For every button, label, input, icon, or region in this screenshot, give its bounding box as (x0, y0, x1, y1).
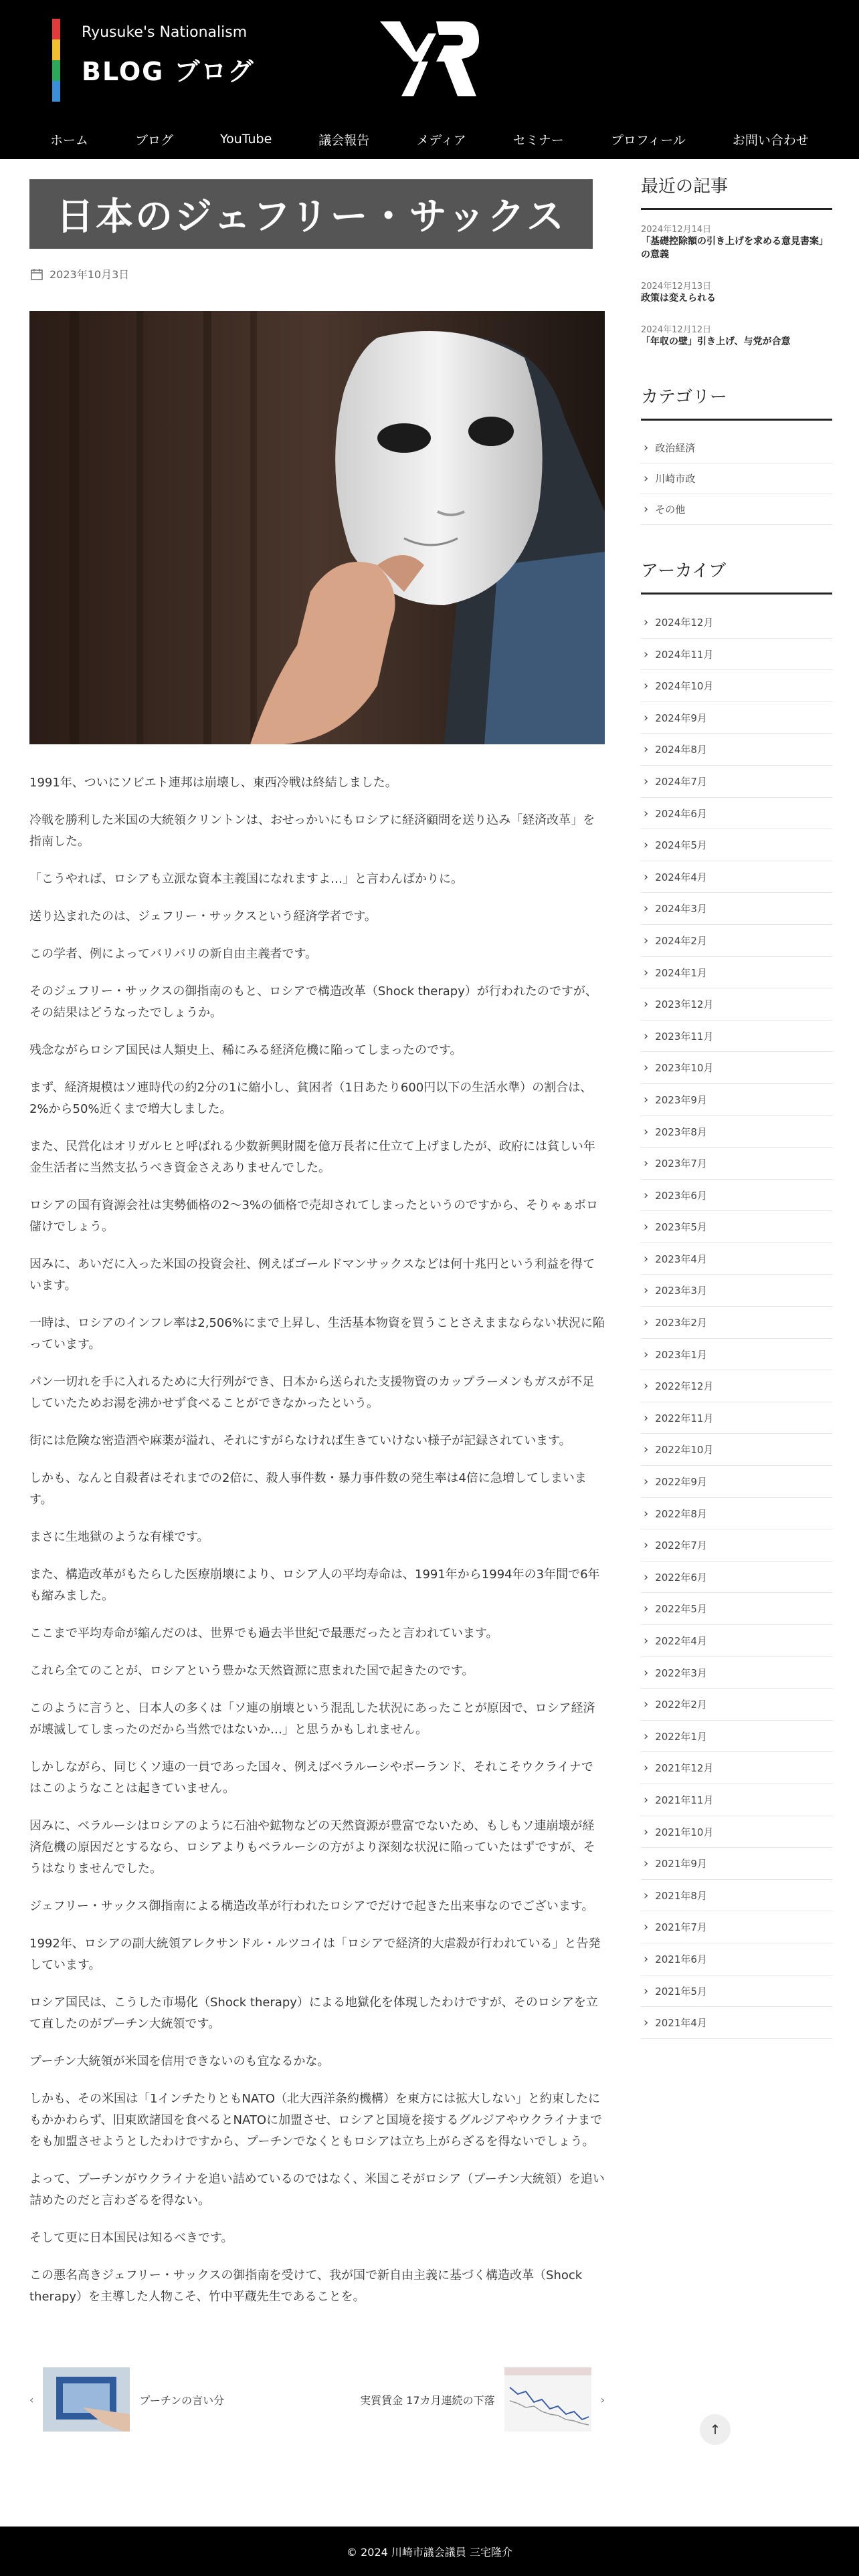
brand-bar-red (52, 19, 60, 39)
post-paragraph: この学者、例によってバリバリの新自由主義者です。 (29, 947, 318, 961)
archive-item[interactable]: › 2024年8月 (641, 734, 832, 766)
nav-home[interactable]: ホーム (50, 132, 89, 148)
archive-item[interactable]: › 2024年5月 (641, 829, 832, 861)
prev-post-thumbnail (43, 2367, 130, 2432)
archive-item[interactable]: › 2024年1月 (641, 957, 832, 989)
post-paragraph: 送り込まれたのは、ジェフリー・サックスという経済学者です。 (29, 909, 377, 924)
post-paragraph: 残念ながらロシア国民は人類史上、稀にみる経済危機に陥ってしまったのです。 (29, 1043, 462, 1057)
post-paragraph: これら全てのことが、ロシアという豊かな天然資源に恵まれた国で起きたのです。 (29, 1664, 474, 1678)
archive-item[interactable]: › 2023年8月 (641, 1116, 832, 1148)
post-paragraph: 因みに、あいだに入った米国の投資会社、例えばゴールドマンサックスなどは何十兆円という利益を得ています。 (29, 1257, 595, 1293)
archive-item[interactable]: › 2023年6月 (641, 1180, 832, 1212)
nav-seminar[interactable]: セミナー (512, 132, 564, 148)
archive-item[interactable]: › 2022年7月 (641, 1529, 832, 1562)
archive-item[interactable]: › 2024年9月 (641, 702, 832, 734)
post-paragraph: ロシアの国有資源会社は実勢価格の2〜3%の価格で売却されてしまったというのですから、そりゃぁボロ儲けでしょう。 (29, 1198, 599, 1234)
recent-posts-heading: 最近の記事 (641, 173, 832, 210)
brand-bar-blue (52, 81, 60, 102)
post-paragraph: 1992年、ロシアの副大統領アレクサンドル・ルツコイは「ロシアで経済的大虐殺が行われている」と告発しています。 (29, 1937, 601, 1972)
post-paragraph: しかも、その米国は「1インチたりともNATO（北大西洋条約機構）を東方には拡大しない」と約束したにもかかわらず、旧東欧諸国を食べるとNATOに加盟させ、ロシアと国境を接するグルジアやウクライナまでをも加盟させようとしたわけですから、プーチンでなくともロシアは立ち上がらざるを得ないでしょう。 (29, 2092, 603, 2149)
category-item[interactable]: › 政治経済 (641, 433, 832, 463)
archive-item[interactable]: › 2024年7月 (641, 766, 832, 798)
recent-post-date: 2024年12月13日 (641, 282, 712, 292)
archive-item[interactable]: › 2021年4月 (641, 2007, 832, 2039)
post-paragraph: しかも、なんと自殺者はそれまでの2倍に、殺人事件数・暴力事件数の発生率は4倍に急増してしまいます。 (29, 1471, 587, 1507)
recent-post-title[interactable]: 政策は変えられる (641, 293, 716, 304)
post-paragraph: 冷戦を勝利した米国の大統領クリントンは、おせっかいにもロシアに経済顧問を送り込み「経済改革」を指南した。 (29, 813, 595, 849)
archive-item[interactable]: › 2021年11月 (641, 1784, 832, 1816)
archive-item[interactable]: › 2023年11月 (641, 1021, 832, 1053)
archive-item[interactable]: › 2022年10月 (641, 1434, 832, 1466)
archive-item[interactable]: › 2022年6月 (641, 1562, 832, 1594)
chevron-right-icon: › (600, 2393, 605, 2406)
category-item[interactable]: › その他 (641, 494, 832, 525)
brand-bar-yellow (52, 39, 60, 60)
archive-item[interactable]: › 2023年9月 (641, 1084, 832, 1116)
site-logo[interactable] (375, 17, 482, 100)
post-paragraph: パン一切れを手に入れるために大行列ができ、日本から送られた支援物資のカップラーメンもガスが不足していたためお湯を沸かせず食べることができなかったという。 (29, 1375, 595, 1410)
recent-posts-list (641, 222, 832, 348)
archive-item[interactable]: › 2021年10月 (641, 1816, 832, 1848)
brand-bar-green (52, 60, 60, 81)
chevron-left-icon: ‹ (29, 2393, 34, 2406)
archive-item[interactable]: › 2022年2月 (641, 1689, 832, 1721)
post-paragraph: ジェフリー・サックス御指南による構造改革が行われたロシアでだけで起きた出来事なのでございます。 (29, 1899, 594, 1913)
category-list (641, 433, 832, 525)
post-navigation (29, 2367, 605, 2434)
archive-item[interactable]: › 2022年12月 (641, 1370, 832, 1402)
post-paragraph: プーチン大統領が米国を信用できないのも宜なるかな。 (29, 2054, 330, 2068)
post-date-row (29, 266, 605, 282)
archive-item[interactable]: › 2022年3月 (641, 1657, 832, 1689)
archive-item[interactable]: › 2023年12月 (641, 988, 832, 1021)
recent-post-item[interactable] (641, 279, 832, 305)
post-paragraph: まず、経済規模はソ連時代の約2分の1に縮小し、貧困者（1日あたり600円以下の生活水準）の割合は、2%から50%近くまで増大しました。 (29, 1081, 593, 1116)
archive-item[interactable]: › 2023年4月 (641, 1243, 832, 1275)
post-title-box (29, 179, 593, 249)
archive-item[interactable]: › 2023年3月 (641, 1275, 832, 1307)
nav-profile[interactable]: プロフィール (610, 132, 686, 148)
nav-council-report[interactable]: 議会報告 (318, 132, 370, 148)
archive-item[interactable]: › 2022年4月 (641, 1625, 832, 1657)
arrow-up-icon: ↑ (709, 2422, 721, 2438)
archive-item[interactable]: › 2023年1月 (641, 1339, 832, 1371)
archive-item[interactable]: › 2024年11月 (641, 639, 832, 671)
post-paragraph: このように言うと、日本人の多くは「ソ連の崩壊という混乱した状況にあったことが原因で、ロシア経済が壊滅してしまったのだから当然ではないか…」と思うかもしれません。 (29, 1701, 595, 1737)
archive-item[interactable]: › 2024年12月 (641, 607, 832, 639)
archive-item[interactable]: › 2022年1月 (641, 1721, 832, 1753)
next-post-link[interactable] (360, 2367, 605, 2432)
archive-item[interactable]: › 2024年6月 (641, 798, 832, 830)
archive-item[interactable]: › 2024年4月 (641, 861, 832, 893)
recent-post-date: 2024年12月14日 (641, 225, 712, 235)
post-paragraph: ロシア国民は、こうした市場化（Shock therapy）による地獄化を体現したわけですが、そのロシアを立て直したのがプーチン大統領です。 (29, 1996, 598, 2031)
archive-item[interactable]: › 2022年9月 (641, 1466, 832, 1498)
archive-item[interactable]: › 2021年5月 (641, 1975, 832, 2008)
calendar-icon (29, 267, 44, 282)
category-heading: カテゴリー (641, 383, 832, 421)
site-footer (0, 2527, 859, 2576)
post-paragraph: また、構造改革がもたらした医療崩壊により、ロシア人の平均寿命は、1991年から1994年の3年間で6年も縮みました。 (29, 1568, 600, 1603)
archive-item[interactable]: › 2023年10月 (641, 1052, 832, 1084)
post-paragraph: そして更に日本国民は知るべきです。 (29, 2231, 233, 2245)
post-paragraph: 因みに、ベラルーシはロシアのように石油や鉱物などの天然資源が豊富でないため、もしもソ連崩壊が経済危機の原因だとするなら、ロシアよりもベラルーシの方がより深刻な状況に陥っていたはずですが、そうはなりませんでした。 (29, 1819, 595, 1876)
next-post-thumbnail (504, 2367, 591, 2432)
post-paragraph: 1991年、ついにソビエト連邦は崩壊し、東西冷戦は終結しました。 (29, 776, 397, 790)
archive-heading: アーカイブ (641, 557, 832, 595)
nav-youtube[interactable]: YouTube (220, 132, 272, 146)
post-paragraph: そのジェフリー・サックスの御指南のもと、ロシアで構造改革（Shock therapy）が行われたのですが、その結果はどうなったでしょうか。 (29, 984, 597, 1020)
post-paragraph: ここまで平均寿命が縮んだのは、世界でも過去半世紀で最悪だったと言われています。 (29, 1626, 498, 1640)
post-title: 日本のジェフリー・サックス (56, 195, 566, 239)
prev-post-link[interactable] (29, 2367, 224, 2432)
hero-image-mask (29, 311, 605, 744)
post-paragraph: 一時は、ロシアのインフレ率は2,506%にまで上昇し、生活基本物資を買うことさえままならない状況に陥っています。 (29, 1316, 605, 1352)
recent-post-item[interactable] (641, 222, 832, 261)
post-paragraph: よって、プーチンがウクライナを追い詰めているのではなく、米国こそがロシア（プーチン大統領）を追い詰めたのだと言わざるを得ない。 (29, 2172, 605, 2208)
main-nav (0, 124, 859, 154)
recent-post-title[interactable]: 「基礎控除額の引き上げを求める意見書案」の意義 (641, 236, 828, 260)
archive-item[interactable]: › 2022年5月 (641, 1593, 832, 1625)
brand-subtitle: Ryusuke's Nationalism (82, 24, 248, 41)
archive-item[interactable]: › 2024年2月 (641, 925, 832, 957)
mask-illustration (29, 311, 605, 744)
archive-item[interactable]: › 2024年3月 (641, 893, 832, 925)
prev-post-title: プーチンの言い分 (139, 2393, 225, 2407)
post-paragraph: この悪名高きジェフリー・サックスの御指南を受けて、我が国で新自由主義に基づく構造改革（Shock therapy）を主導した人物こそ、竹中平蔵先生であることを。 (29, 2268, 583, 2304)
post-paragraph: まさに生地獄のような有様です。 (29, 1530, 209, 1544)
back-to-top-button[interactable] (700, 2414, 731, 2445)
brand-title[interactable]: BLOG ブログ (82, 57, 255, 86)
sidebar (641, 173, 832, 2039)
post-paragraph: また、民営化はオリガルヒと呼ばれる少数新興財閥を億万長者に仕立て上げましたが、政府には貧しい年金生活者に当然支払うべき資金さえありませんでした。 (29, 1140, 595, 1175)
archive-item[interactable]: › 2021年6月 (641, 1943, 832, 1975)
archive-item[interactable]: › 2024年10月 (641, 670, 832, 702)
next-post-title: 実質賃金 17カ月連続の下落 (360, 2393, 495, 2407)
site-header (0, 0, 859, 159)
brand-color-bar (52, 19, 60, 102)
main-content (29, 179, 605, 2324)
archive-item[interactable]: › 2021年8月 (641, 1880, 832, 1912)
archive-item[interactable]: › 2023年7月 (641, 1148, 832, 1180)
post-date: 2023年10月3日 (50, 268, 130, 281)
recent-post-date: 2024年12月12日 (641, 325, 712, 335)
archive-item[interactable]: › 2022年11月 (641, 1402, 832, 1434)
post-paragraph: 「こうやれば、ロシアも立派な資本主義国になれますよ…」と言わんばかりに。 (29, 872, 463, 886)
recent-post-title[interactable]: 「年収の壁」引き上げ、与党が合意 (641, 336, 791, 347)
category-item[interactable]: › 川崎市政 (641, 463, 832, 494)
nav-contact[interactable]: お問い合わせ (732, 132, 809, 148)
nav-media[interactable]: メディア (416, 132, 466, 148)
archive-item[interactable]: › 2021年7月 (641, 1911, 832, 1943)
archive-item[interactable]: › 2021年12月 (641, 1752, 832, 1784)
footer-copyright: © 2024 川崎市議会議員 三宅隆介 (347, 2545, 512, 2559)
archive-item[interactable]: › 2021年9月 (641, 1848, 832, 1880)
archive-item[interactable]: › 2023年2月 (641, 1307, 832, 1339)
post-body (29, 772, 605, 2308)
nav-blog[interactable]: ブログ (135, 132, 174, 148)
post-paragraph: 街には危険な密造酒や麻薬が溢れ、それにすがらなければ生きていけない様子が記録されています。 (29, 1434, 571, 1448)
archive-item[interactable]: › 2023年5月 (641, 1211, 832, 1243)
post-paragraph: しかしながら、同じくソ連の一員であった国々、例えばベラルーシやポーランド、それこそウクライナではこのようなことは起きていません。 (29, 1760, 593, 1796)
recent-post-item[interactable] (641, 322, 832, 348)
archive-list (641, 607, 832, 2039)
archive-item[interactable]: › 2022年8月 (641, 1498, 832, 1530)
